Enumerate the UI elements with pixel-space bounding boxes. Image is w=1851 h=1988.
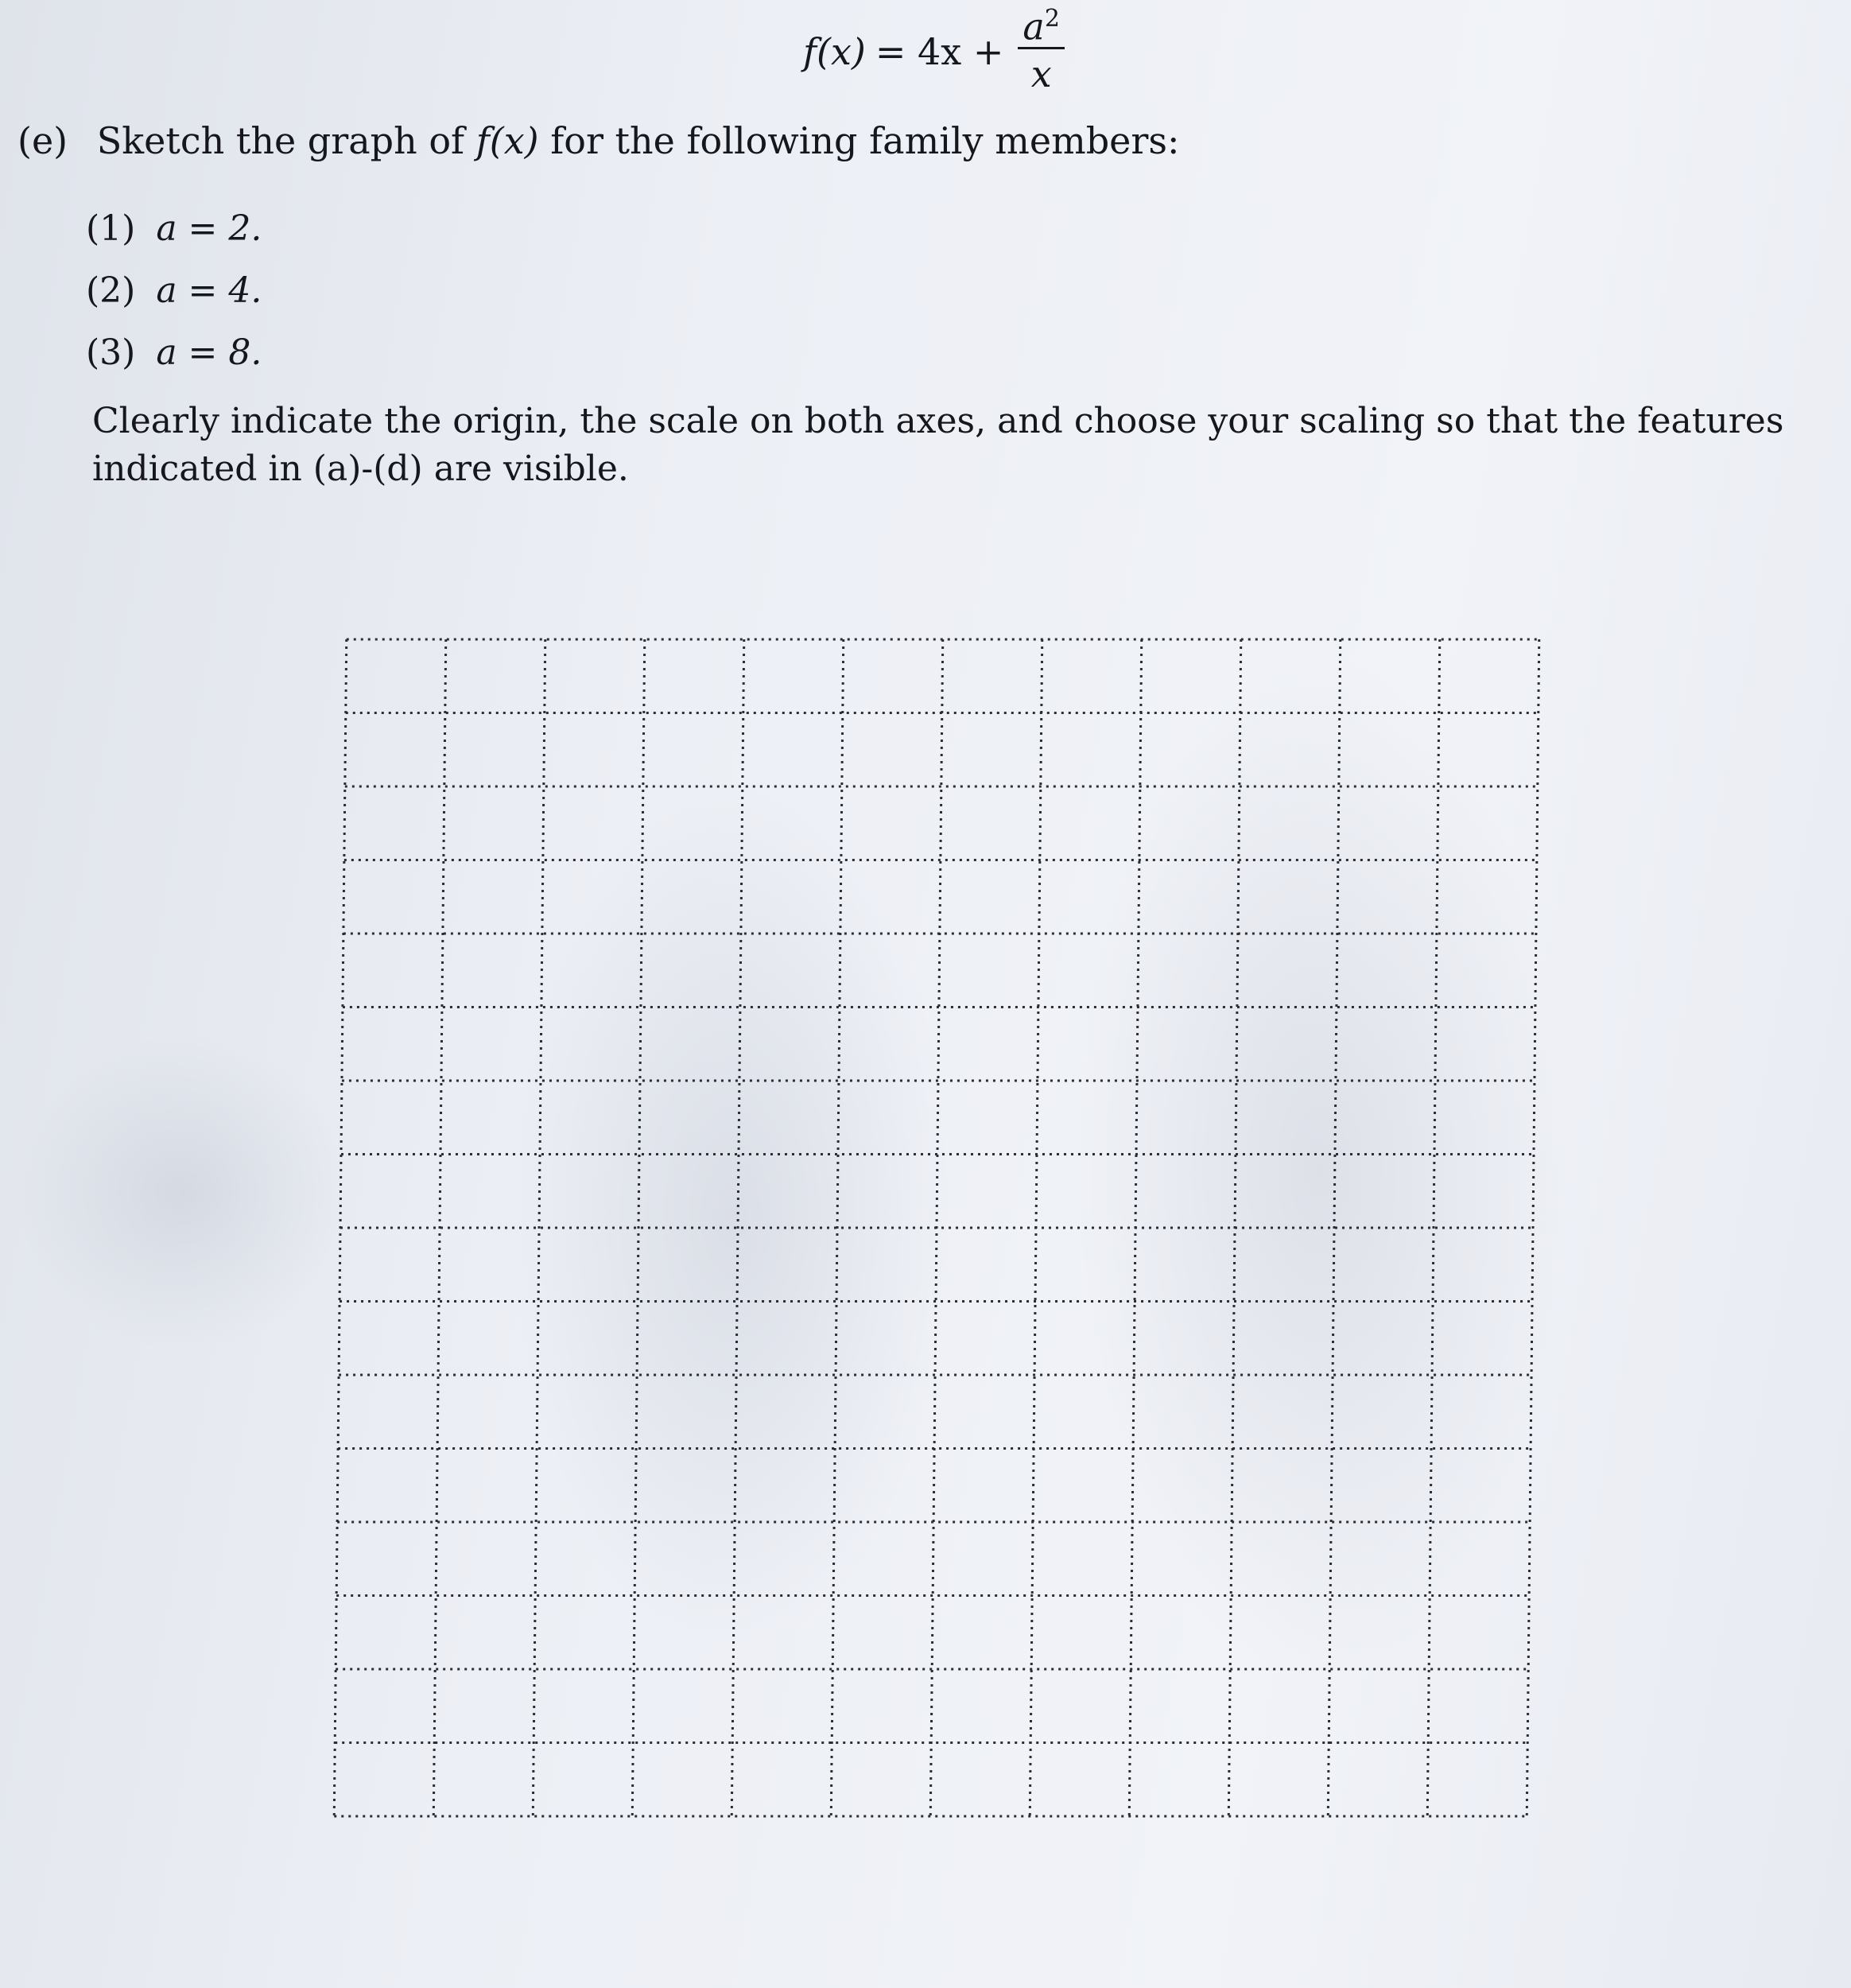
list-item <box>86 259 262 321</box>
dotted-grid[interactable] <box>328 636 1549 1821</box>
part-text-after: for the following family members: <box>550 119 1180 162</box>
item-expression: a = 8. <box>156 332 262 373</box>
bleed-through-shadow <box>16 1034 350 1352</box>
part-function: f(x) <box>475 119 539 162</box>
function-definition <box>803 0 1065 103</box>
formula-lhs: f(x) <box>803 30 866 73</box>
part-label: (e) <box>17 119 68 162</box>
list-item <box>86 321 262 383</box>
item-expression: a = 4. <box>156 270 262 311</box>
item-number: (1) <box>86 208 136 249</box>
formula-rhs: = 4x + <box>875 30 1004 73</box>
item-number: (3) <box>86 332 136 373</box>
part-text-before: Sketch the graph of <box>96 119 465 162</box>
numerator-exponent: 2 <box>1044 5 1060 33</box>
list-item <box>86 197 262 259</box>
graph-grid[interactable] <box>328 636 1549 1821</box>
part-e-heading <box>17 119 1179 162</box>
fraction <box>1018 7 1065 96</box>
item-number: (2) <box>86 270 136 311</box>
fraction-denominator: x <box>1030 52 1052 95</box>
item-expression: a = 2. <box>156 208 262 249</box>
instructions-text: Clearly indicate the origin, the scale on both axes, and choose your scaling so that the features indicated in (a)-(d) are visible. <box>92 401 1784 489</box>
fraction-numerator <box>1018 7 1065 49</box>
family-members-list <box>86 197 262 383</box>
numerator-base: a <box>1023 5 1045 49</box>
grid-vertical-line <box>334 639 346 1816</box>
